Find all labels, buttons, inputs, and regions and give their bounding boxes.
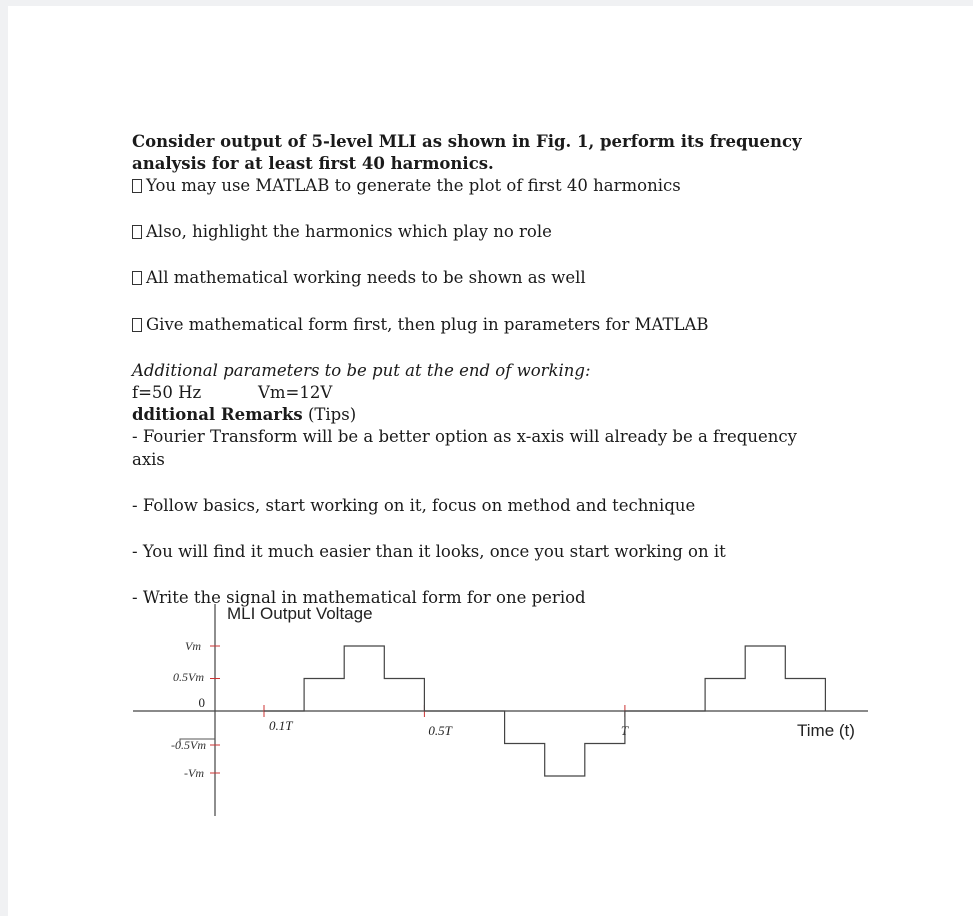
bullet-text: You may use MATLAB to generate the plot of first 40 harmonics <box>146 176 681 195</box>
bullet-text: All mathematical working needs to be shown as well <box>146 268 586 287</box>
remarks-title-rest: (Tips) <box>302 405 357 424</box>
param-f: f=50 Hz <box>132 383 202 402</box>
remarks-title-bold: dditional Remarks <box>132 405 303 424</box>
x-tick-label: 0.5T <box>428 723 452 738</box>
x-tick-label: 0.1T <box>269 718 293 733</box>
heading-line-2: analysis for at least first 40 harmonics. <box>132 154 494 173</box>
bullet-text: Also, highlight the harmonics which play no role <box>146 222 552 241</box>
y-tick-label: 0 <box>198 695 205 710</box>
y-tick-label: 0.5Vm <box>173 670 204 684</box>
document-page <box>8 6 973 916</box>
additional-heading: Additional parameters to be put at the end of working: <box>132 361 591 380</box>
mli-figure <box>8 6 973 916</box>
y-tick-label: Vm <box>185 639 201 653</box>
tip-2: - Follow basics, start working on it, focus on method and technique <box>132 496 696 515</box>
tip-4: - Write the signal in mathematical form for one period <box>132 588 586 607</box>
y-tick-label: -Vm <box>184 766 204 780</box>
bullet-text: Give mathematical form first, then plug in parameters for MATLAB <box>146 315 709 334</box>
y-tick-label: -0.5Vm <box>171 738 206 752</box>
tip-1-line-1: - Fourier Transform will be a better option as x-axis will already be a frequency <box>132 427 797 446</box>
tip-3: - You will find it much easier than it looks, once you start working on it <box>132 542 726 561</box>
param-vm: Vm=12V <box>258 383 333 402</box>
x-tick-label: T <box>620 723 629 738</box>
x-axis-label: Time (t) <box>797 721 855 740</box>
chart-title: MLI Output Voltage <box>227 604 373 623</box>
heading-line-1: Consider output of 5-level MLI as shown in Fig. 1, perform its frequency <box>132 132 802 151</box>
tip-1-line-2: axis <box>132 450 165 469</box>
